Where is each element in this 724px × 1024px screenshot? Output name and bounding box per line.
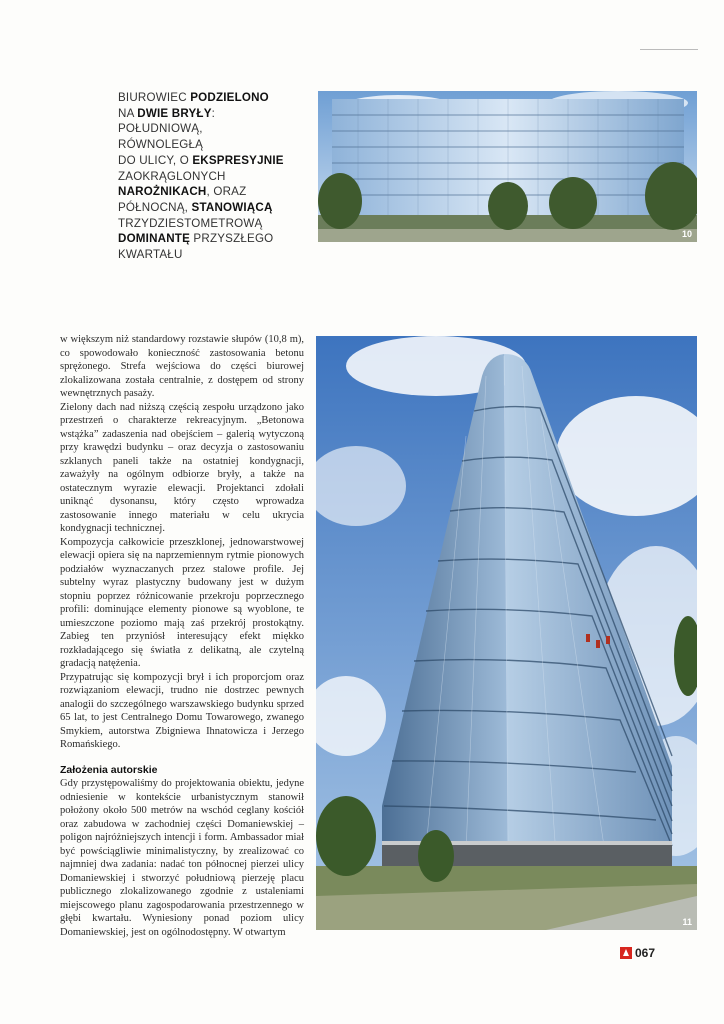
caption-line — [118, 153, 288, 169]
photo-11-image — [316, 336, 697, 930]
body-paragraph: w większym niż standardowy rozstawie słupów (10,8 m), co spowodowało konieczność zastosowania betonu sprężonego. Strefa wejściowa do części biurowej zlokalizowana została centralnie, z dostępem od strony wewnętrznych pasaży. — [60, 334, 304, 399]
photo-building-corner — [316, 336, 697, 930]
caption-line — [118, 121, 288, 152]
top-rule — [640, 49, 698, 50]
caption-text: POŁUDNIOWĄ, RÓWNOLEGŁĄ — [118, 122, 204, 152]
caption-bold-text: DWIE BRYŁY — [137, 106, 212, 120]
body-paragraph: Zielony dach nad niższą częścią zespołu urządzono jako przestrzeń o charakterze rekreacyjnym. „Betonowa wstążka” zadaszenia nad obejściem – galerią wytyczoną przy krawędzi budynku – oraz decyzja o zastosowaniu szklanych paneli także na ostatniej kondygnacji, zaważyły na ogólnym odbiorze bryły, a także na ostatecznym wyrazie elewacji. Projektanci zdołali uniknąć dysonansu, który często wprowadza zastosowanie innego materiału w celu ukrycia kondygnacji technicznej. — [60, 401, 304, 534]
article-body — [60, 333, 304, 939]
caption-line — [118, 200, 288, 216]
caption-text: : — [211, 106, 216, 120]
caption-bold-text: NAROŻNIKACH — [118, 185, 207, 199]
caption-bold-text: DOMINANTĘ — [118, 232, 191, 246]
body-paragraph: Gdy przystępowaliśmy do projektowania obiektu, jedyne odniesienie w kontekście urbanistycznym stanowił położony około 500 metrów na wschód ceglany kościół oraz zabudowa w zachodniej części Domaniewskiej – poligon najróżniejszych intencji i form. Ambassador miał być powściągliwie minimalistyczny, by zrealizować co najmniej dwa zadania: nadać ton północnej pierzei ulicy Domaniewskiej i stworzyć południową pierzeję placu publicznego zlokalizowanego zgodnie z ustaleniami miejscowego planu zagospodarowania przestrzennego w głębi kwartału. Wyniesiony ponad poziom ulicy Domaniewskiej, jest on ogólnodostępny. W otwartym — [60, 778, 304, 938]
caption-text: PÓŁNOCNĄ, — [118, 200, 192, 214]
caption-bold-text: PODZIELONO — [190, 91, 269, 104]
caption-text: NA — [118, 106, 138, 120]
caption-line — [118, 216, 288, 232]
section-heading: Założenia autorskie — [60, 763, 158, 776]
body-paragraph: Przypatrując się kompozycji brył i ich proporcjom oraz rozwiązaniom elewacji, trudno nie dostrzec pewnych analogii do szczególnego warszawskiego budynku sprzed 65 lat, to jest Centralnego Domu Towarowego, zwanego Smykiem, autorstwa Zbigniewa Ihnatowicza i Jerzego Romańskiego. — [60, 671, 304, 750]
caption-line — [118, 247, 288, 263]
caption-bold-text: STANOWIĄCĄ — [191, 200, 273, 214]
caption-text: BIUROWIEC — [118, 91, 191, 104]
photo-building-south-facade — [318, 91, 697, 242]
page-folio — [620, 946, 655, 960]
page-number: 067 — [635, 946, 656, 960]
body-paragraph: Kompozycja całkowicie przeszklonej, jednowarstwowej elewacji opiera się na naprzemiennym rytmie pionowych podziałów wyznaczanych przez stalowe profile. Jej subtelny wyraz plastyczny budowany jest w dużym stopniu poprzez różnicowanie przekroju poprzecznego profili: dominujące elementy pionowe są wyoblone, te umieszczone poziomo mają zaś przekrój prostokątny. Zabieg ten przyniósł interesujący efekt miękko rozkładającego się światła z delikatną, ale czytelną gradacją natężenia. — [60, 536, 304, 669]
photo-10-image — [318, 91, 697, 242]
caption-text: DO ULICY, O — [118, 153, 193, 167]
caption-text: , ORAZ — [206, 185, 247, 199]
photo-11-number: 11 — [682, 917, 692, 927]
caption-line — [118, 231, 288, 247]
caption-line — [118, 169, 288, 185]
caption-line — [118, 106, 288, 122]
caption-text: TRZYDZIESTOMETROWĄ — [118, 216, 263, 230]
photo-caption — [118, 90, 288, 263]
caption-text: KWARTAŁU — [118, 248, 183, 262]
caption-line — [118, 184, 288, 200]
caption-text: ZAOKRĄGLONYCH — [118, 169, 226, 183]
caption-line — [118, 90, 288, 106]
caption-bold-text: EKSPRESYJNIE — [192, 153, 284, 167]
photo-10-number: 10 — [681, 229, 692, 239]
magazine-logo-icon — [620, 947, 632, 959]
caption-text: PRZYSZŁEGO — [190, 232, 274, 246]
